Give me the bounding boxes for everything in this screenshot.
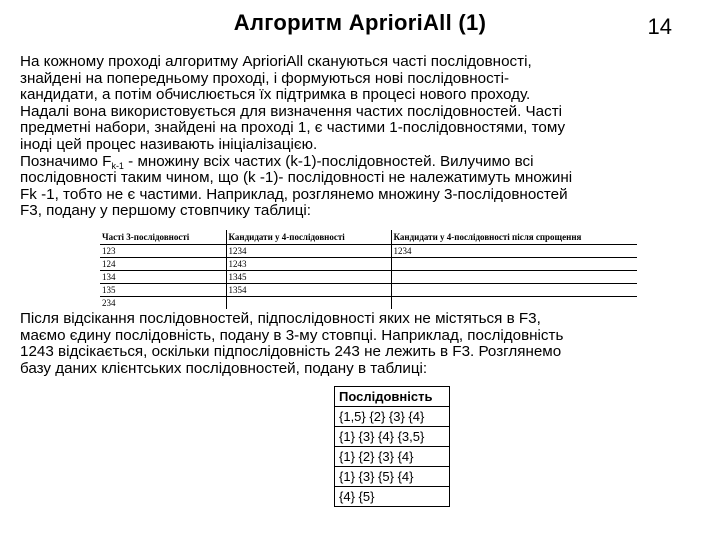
- intro-text-a: На кожному проході алгоритму AprioriAll скануються часті послідовності, знайдені на попередньому проході, і формуються нові послідовності- кандидати, а потім обчислюється їх підтримка в процесі нового проходу. Надалі вона використовується для визначення частих послідовностей. Часті предметні набори, знайдені на проході 1, є частими 1-послідовностями, тому іноді цей процес називають ініціалізацією. Позначимо F: [20, 53, 566, 170]
- table-header-row: [335, 387, 450, 407]
- table-cell: [391, 297, 637, 310]
- table-cell: 123: [100, 245, 226, 258]
- table-cell: {4} {5}: [335, 487, 450, 507]
- table-cell: 1234: [391, 245, 637, 258]
- table-cell: {1} {2} {3} {4}: [335, 447, 450, 467]
- table-cell: 1345: [226, 271, 391, 284]
- sequences-table: [100, 230, 637, 309]
- table-cell: 124: [100, 258, 226, 271]
- table-cell: [391, 258, 637, 271]
- table-row: [100, 284, 637, 297]
- subscript-k-1: k-1: [111, 160, 124, 171]
- table-row: [335, 407, 450, 427]
- table-row: [335, 467, 450, 487]
- slide-number: 14: [647, 14, 672, 39]
- pruning-paragraph: Після відсікання послідовностей, підпослідовності яких не містяться в F3, маємо єдину послідовність, подану в 3-му стовпці. Наприклад, послідовність 1243 відсікається, оскільки підпослідовність 243 не лежить в F3. Розглянемо базу даних клієнтських послідовностей, подану в таблиці:: [20, 310, 564, 377]
- intro-text-b: - множину всіх частих (k-1)-послідовностей. Вилучимо всі послідовності таким чином, що (k -1)- послідовності не належатимуть множині Fk -1, тобто не є частими. Наприклад, розглянемо множину 3-послідовностей F3, подану у першому стовпчику таблиці:: [20, 152, 573, 220]
- slide-title: Алгоритм AprioriAll (1): [233, 10, 487, 35]
- table-cell: 1354: [226, 284, 391, 297]
- table-cell: 1243: [226, 258, 391, 271]
- table-cell: 134: [100, 271, 226, 284]
- intro-paragraph: [20, 54, 720, 220]
- table-cell: 135: [100, 284, 226, 297]
- table-row: [335, 427, 450, 447]
- table-row: [100, 245, 637, 258]
- customer-sequences-table: [334, 386, 450, 507]
- table-row: [335, 447, 450, 467]
- col-header-candidates: Кандидати у 4-послідовності: [226, 230, 391, 245]
- table-row: [100, 297, 637, 310]
- col-header-frequent: Часті 3-послідовності: [100, 230, 226, 245]
- col-header-sequence: Послідовність: [335, 387, 450, 407]
- table-cell: {1,5} {2} {3} {4}: [335, 407, 450, 427]
- table-cell: 234: [100, 297, 226, 310]
- table-row: [335, 487, 450, 507]
- table-cell: {1} {3} {4} {3,5}: [335, 427, 450, 447]
- table-row: [100, 271, 637, 284]
- table-cell: [391, 284, 637, 297]
- col-header-pruned: Кандидати у 4-послідовності після спрощення: [391, 230, 637, 245]
- table-row: [100, 258, 637, 271]
- table-cell: [391, 271, 637, 284]
- table-header-row: [100, 230, 637, 245]
- table-cell: [226, 297, 391, 310]
- table-cell: 1234: [226, 245, 391, 258]
- table-cell: {1} {3} {5} {4}: [335, 467, 450, 487]
